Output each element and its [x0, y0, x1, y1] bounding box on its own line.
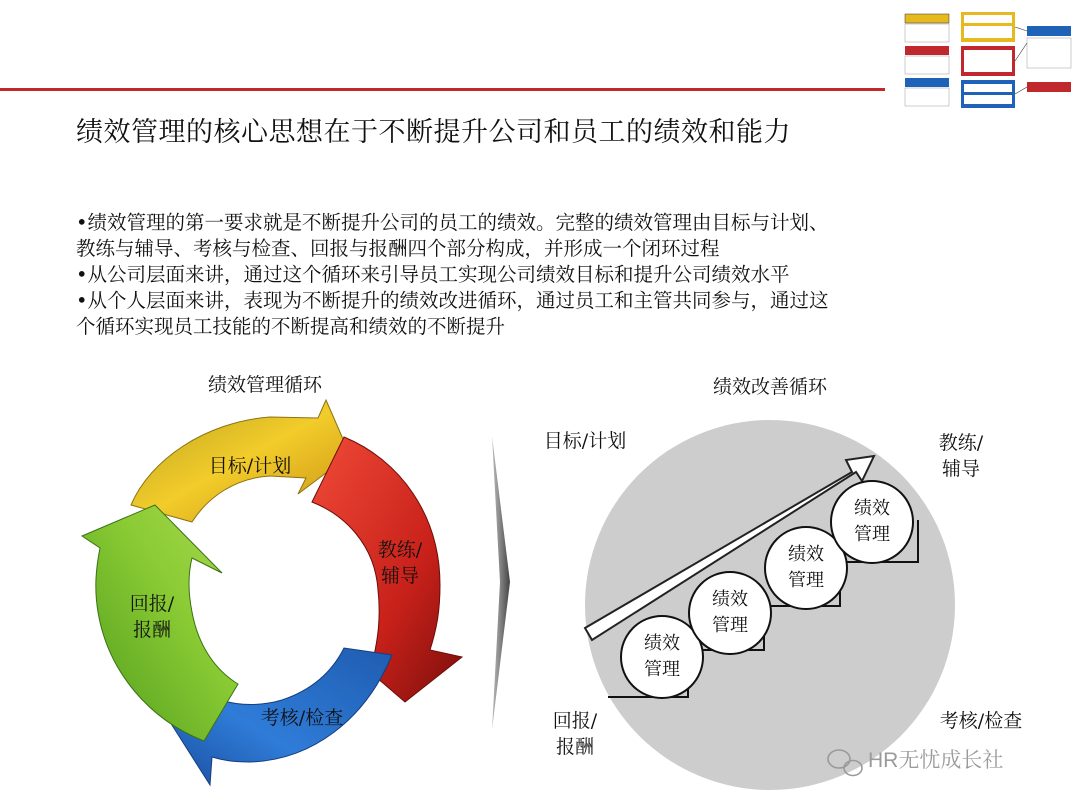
step-label — [771, 542, 841, 594]
bullet-line: •从公司层面来讲，通过这个循环来引导员工实现公司绩效目标和提升公司绩效水平 — [76, 263, 790, 286]
cycle-title: 绩效管理循环 — [207, 374, 322, 396]
segment-label-reward — [112, 591, 192, 643]
watermark-text: HR无忧成长社 — [868, 749, 1004, 772]
label-line: 绩效 — [644, 633, 680, 654]
page-title: 绩效管理的核心思想在于不断提升公司和员工的绩效和能力 — [76, 117, 791, 148]
improvement-diagram — [585, 420, 955, 790]
label-line: 教练/ — [938, 432, 984, 454]
label-line: 回报/ — [552, 710, 598, 732]
bullet-line: 教练与辅导、考核与检查、回报与报酬四个部分构成，并形成一个闭环过程 — [76, 237, 720, 260]
label-line: 管理 — [644, 659, 680, 680]
corner-label-goal-plan: 目标/计划 — [543, 430, 627, 452]
label-line: 回报/ — [129, 593, 175, 615]
step-label — [837, 496, 907, 548]
label-line: 辅导 — [941, 458, 980, 480]
label-line: 管理 — [712, 615, 748, 636]
bullet-line: 个循环实现员工技能的不断提高和绩效的不断提升 — [76, 315, 506, 338]
bullet-line: •从个人层面来讲，表现为不断提升的绩效改进循环，通过员工和主管共同参与，通过这 — [76, 289, 829, 312]
corner-label-coach — [926, 430, 996, 482]
label-line: 辅导 — [380, 565, 419, 587]
step-label — [695, 587, 765, 639]
segment-label-goal-plan: 目标/计划 — [208, 455, 292, 477]
improve-title: 绩效改善循环 — [712, 376, 827, 398]
label-line: 管理 — [788, 570, 824, 591]
label-line: 管理 — [854, 524, 890, 545]
step-label — [627, 631, 697, 683]
label-line: 绩效 — [788, 544, 824, 565]
bullet-line: •绩效管理的第一要求就是不断提升公司的员工的绩效。完整的绩效管理由目标与计划、 — [76, 211, 829, 234]
segment-label-coach — [360, 537, 440, 589]
label-line: 教练/ — [377, 539, 423, 561]
label-line: 报酬 — [555, 736, 594, 758]
corner-label-assess: 考核/检查 — [939, 710, 1023, 732]
label-line: 绩效 — [854, 498, 890, 519]
separator-chevron — [492, 436, 510, 730]
segment-label-assess: 考核/检查 — [260, 707, 344, 729]
label-line: 报酬 — [132, 619, 171, 641]
label-line: 绩效 — [712, 589, 748, 610]
corner-label-reward — [540, 708, 610, 760]
